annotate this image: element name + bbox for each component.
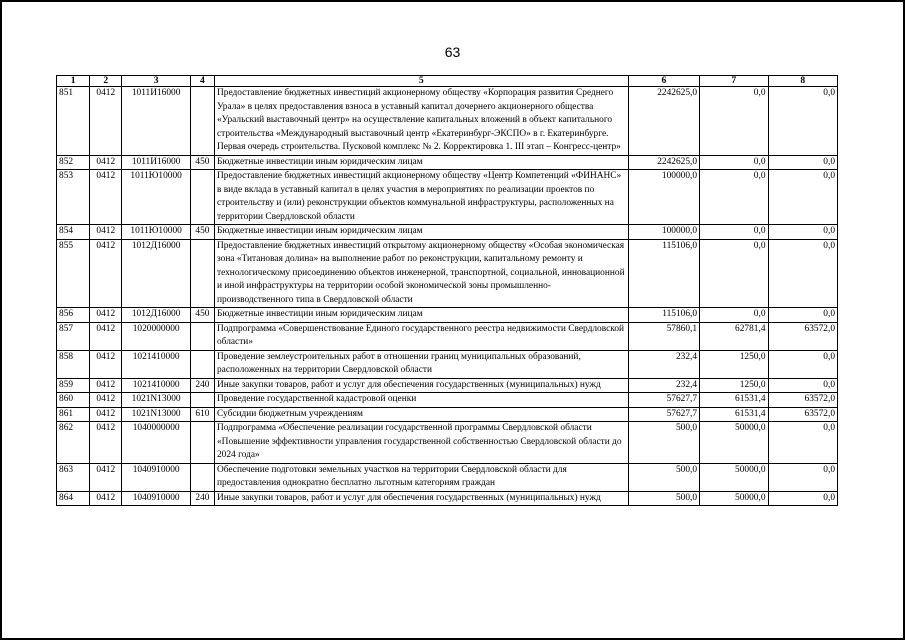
expense-type-cell: 450 <box>190 225 214 240</box>
amount-col6-cell: 500,0 <box>628 463 699 491</box>
target-code-cell: 1011И16000 <box>122 87 190 156</box>
expense-type-cell <box>190 239 214 308</box>
amount-col6-cell: 232,4 <box>628 378 699 393</box>
table-row <box>57 170 838 225</box>
section-code-cell: 0412 <box>90 322 122 350</box>
row-number-cell: 863 <box>57 463 90 491</box>
amount-col6-cell: 500,0 <box>628 491 699 506</box>
expense-type-cell: 610 <box>190 407 214 422</box>
amount-col6-cell: 232,4 <box>628 350 699 378</box>
amount-col8-cell: 0,0 <box>768 225 837 240</box>
amount-col6-cell: 57627,7 <box>628 393 699 408</box>
row-number-cell: 852 <box>57 155 90 170</box>
table-row <box>57 308 838 323</box>
amount-col6-cell: 115106,0 <box>628 239 699 308</box>
expense-type-cell: 240 <box>190 491 214 506</box>
column-header: 4 <box>190 76 214 87</box>
amount-col6-cell: 2242625,0 <box>628 155 699 170</box>
amount-col7-cell: 50000,0 <box>700 463 768 491</box>
amount-col6-cell: 100000,0 <box>628 225 699 240</box>
row-number-cell: 858 <box>57 350 90 378</box>
amount-col6-cell: 57860,1 <box>628 322 699 350</box>
amount-col7-cell: 0,0 <box>700 239 768 308</box>
amount-col8-cell: 0,0 <box>768 422 837 464</box>
amount-col8-cell: 0,0 <box>768 239 837 308</box>
section-code-cell: 0412 <box>90 308 122 323</box>
item-name-cell: Иные закупки товаров, работ и услуг для обеспечения государственных (муниципальных) нужд <box>214 378 628 393</box>
target-code-cell: 1020000000 <box>122 322 190 350</box>
amount-col7-cell: 62781,4 <box>700 322 768 350</box>
amount-col8-cell: 0,0 <box>768 350 837 378</box>
item-name-cell: Предоставление бюджетных инвестиций акционерному обществу «Корпорация развития Среднего Урала» в целях предоставления взноса в уставный капитал дочернего акционерного общества «Уральский выставочный центр» на осуществление капитальных вложений в объект капитального строительства «Международный выставочный центр «Екатеринбург-ЭКСПО» в г. Екатеринбурге. Первая очередь строительства. Пусковой комплекс № 2. Корректировка 1. III этап – Конгресс-центр» <box>214 87 628 156</box>
amount-col7-cell: 61531,4 <box>700 407 768 422</box>
amount-col8-cell: 0,0 <box>768 491 837 506</box>
section-code-cell: 0412 <box>90 350 122 378</box>
table-row <box>57 422 838 464</box>
amount-col8-cell: 0,0 <box>768 463 837 491</box>
amount-col7-cell: 50000,0 <box>700 491 768 506</box>
target-code-cell: 1012Д16000 <box>122 239 190 308</box>
item-name-cell: Бюджетные инвестиции иным юридическим лицам <box>214 308 628 323</box>
item-name-cell: Подпрограмма «Обеспечение реализации государственной программы Свердловской области «Повышение эффективности управления государственной собственностью Свердловской области до 2024 года» <box>214 422 628 464</box>
target-code-cell: 1021N13000 <box>122 407 190 422</box>
section-code-cell: 0412 <box>90 463 122 491</box>
column-header: 2 <box>90 76 122 87</box>
item-name-cell: Проведение государственной кадастровой оценки <box>214 393 628 408</box>
row-number-cell: 861 <box>57 407 90 422</box>
section-code-cell: 0412 <box>90 422 122 464</box>
amount-col8-cell: 63572,0 <box>768 407 837 422</box>
amount-col6-cell: 2242625,0 <box>628 87 699 156</box>
amount-col8-cell: 63572,0 <box>768 393 837 408</box>
table-row <box>57 393 838 408</box>
table-row <box>57 155 838 170</box>
table-row <box>57 463 838 491</box>
target-code-cell: 1021410000 <box>122 378 190 393</box>
section-code-cell: 0412 <box>90 155 122 170</box>
section-code-cell: 0412 <box>90 170 122 225</box>
expense-type-cell <box>190 422 214 464</box>
item-name-cell: Предоставление бюджетных инвестиций акционерному обществу «Центр Компетенций «ФИНАНС» в виде вклада в уставный капитал в целях участия в мероприятиях по реализации проектов по строительству и (или) реконструкции объектов коммунальной инфраструктуры, расположенных на территории Свердловской области <box>214 170 628 225</box>
target-code-cell: 1011Ю10000 <box>122 225 190 240</box>
amount-col7-cell: 0,0 <box>700 87 768 156</box>
amount-col8-cell: 0,0 <box>768 378 837 393</box>
target-code-cell: 1040910000 <box>122 491 190 506</box>
table-body <box>57 87 838 506</box>
amount-col7-cell: 61531,4 <box>700 393 768 408</box>
row-number-cell: 855 <box>57 239 90 308</box>
row-number-cell: 854 <box>57 225 90 240</box>
column-header: 7 <box>700 76 768 87</box>
row-number-cell: 851 <box>57 87 90 156</box>
target-code-cell: 1040910000 <box>122 463 190 491</box>
amount-col6-cell: 100000,0 <box>628 170 699 225</box>
page-number: 63 <box>444 44 461 60</box>
amount-col7-cell: 50000,0 <box>700 422 768 464</box>
target-code-cell: 1021N13000 <box>122 393 190 408</box>
target-code-cell: 1011И16000 <box>122 155 190 170</box>
section-code-cell: 0412 <box>90 225 122 240</box>
table-row <box>57 350 838 378</box>
item-name-cell: Подпрограмма «Совершенствование Единого государственного реестра недвижимости Свердловской области» <box>214 322 628 350</box>
item-name-cell: Бюджетные инвестиции иным юридическим лицам <box>214 225 628 240</box>
item-name-cell: Иные закупки товаров, работ и услуг для обеспечения государственных (муниципальных) нужд <box>214 491 628 506</box>
expense-type-cell <box>190 350 214 378</box>
item-name-cell: Субсидии бюджетным учреждениям <box>214 407 628 422</box>
expense-type-cell: 450 <box>190 155 214 170</box>
row-number-cell: 862 <box>57 422 90 464</box>
row-number-cell: 857 <box>57 322 90 350</box>
amount-col8-cell: 0,0 <box>768 87 837 156</box>
column-header: 5 <box>214 76 628 87</box>
amount-col8-cell: 0,0 <box>768 308 837 323</box>
expense-type-cell: 450 <box>190 308 214 323</box>
amount-col7-cell: 0,0 <box>700 225 768 240</box>
table-row <box>57 322 838 350</box>
amount-col6-cell: 500,0 <box>628 422 699 464</box>
section-code-cell: 0412 <box>90 378 122 393</box>
amount-col7-cell: 0,0 <box>700 170 768 225</box>
item-name-cell: Предоставление бюджетных инвестиций открытому акционерному обществу «Особая экономическая зона «Титановая долина» на выполнение работ по реконструкции, капитальному ремонту и технологическому присоединению объектов инженерной, транспортной, социальной, инновационной и иной инфраструктуры на территории особой экономической зоны промышленно-производственного типа в Свердловской области <box>214 239 628 308</box>
amount-col6-cell: 57627,7 <box>628 407 699 422</box>
table-row <box>57 87 838 156</box>
section-code-cell: 0412 <box>90 239 122 308</box>
expense-type-cell <box>190 463 214 491</box>
row-number-cell: 860 <box>57 393 90 408</box>
amount-col7-cell: 1250,0 <box>700 350 768 378</box>
row-number-cell: 853 <box>57 170 90 225</box>
budget-table <box>56 75 838 506</box>
section-code-cell: 0412 <box>90 87 122 156</box>
section-code-cell: 0412 <box>90 491 122 506</box>
table-row <box>57 239 838 308</box>
amount-col6-cell: 115106,0 <box>628 308 699 323</box>
table-row <box>57 225 838 240</box>
row-number-cell: 864 <box>57 491 90 506</box>
column-header: 1 <box>57 76 90 87</box>
target-code-cell: 1012Д16000 <box>122 308 190 323</box>
table-header-row <box>57 76 838 87</box>
amount-col7-cell: 0,0 <box>700 308 768 323</box>
amount-col7-cell: 0,0 <box>700 155 768 170</box>
expense-type-cell <box>190 322 214 350</box>
target-code-cell: 1021410000 <box>122 350 190 378</box>
target-code-cell: 1040000000 <box>122 422 190 464</box>
amount-col8-cell: 0,0 <box>768 155 837 170</box>
expense-type-cell <box>190 393 214 408</box>
table-row <box>57 378 838 393</box>
expense-type-cell <box>190 170 214 225</box>
table-row <box>57 491 838 506</box>
amount-col8-cell: 63572,0 <box>768 322 837 350</box>
column-header: 3 <box>122 76 190 87</box>
section-code-cell: 0412 <box>90 393 122 408</box>
amount-col7-cell: 1250,0 <box>700 378 768 393</box>
row-number-cell: 856 <box>57 308 90 323</box>
item-name-cell: Проведение землеустроительных работ в отношении границ муниципальных образований, расположенных на территории Свердловской области <box>214 350 628 378</box>
table-row <box>57 407 838 422</box>
amount-col8-cell: 0,0 <box>768 170 837 225</box>
section-code-cell: 0412 <box>90 407 122 422</box>
expense-type-cell: 240 <box>190 378 214 393</box>
column-header: 8 <box>768 76 837 87</box>
item-name-cell: Обеспечение подготовки земельных участков на территории Свердловской области для предоставления однократно бесплатно льготным категориям граждан <box>214 463 628 491</box>
target-code-cell: 1011Ю10000 <box>122 170 190 225</box>
item-name-cell: Бюджетные инвестиции иным юридическим лицам <box>214 155 628 170</box>
expense-type-cell <box>190 87 214 156</box>
row-number-cell: 859 <box>57 378 90 393</box>
column-header: 6 <box>628 76 699 87</box>
